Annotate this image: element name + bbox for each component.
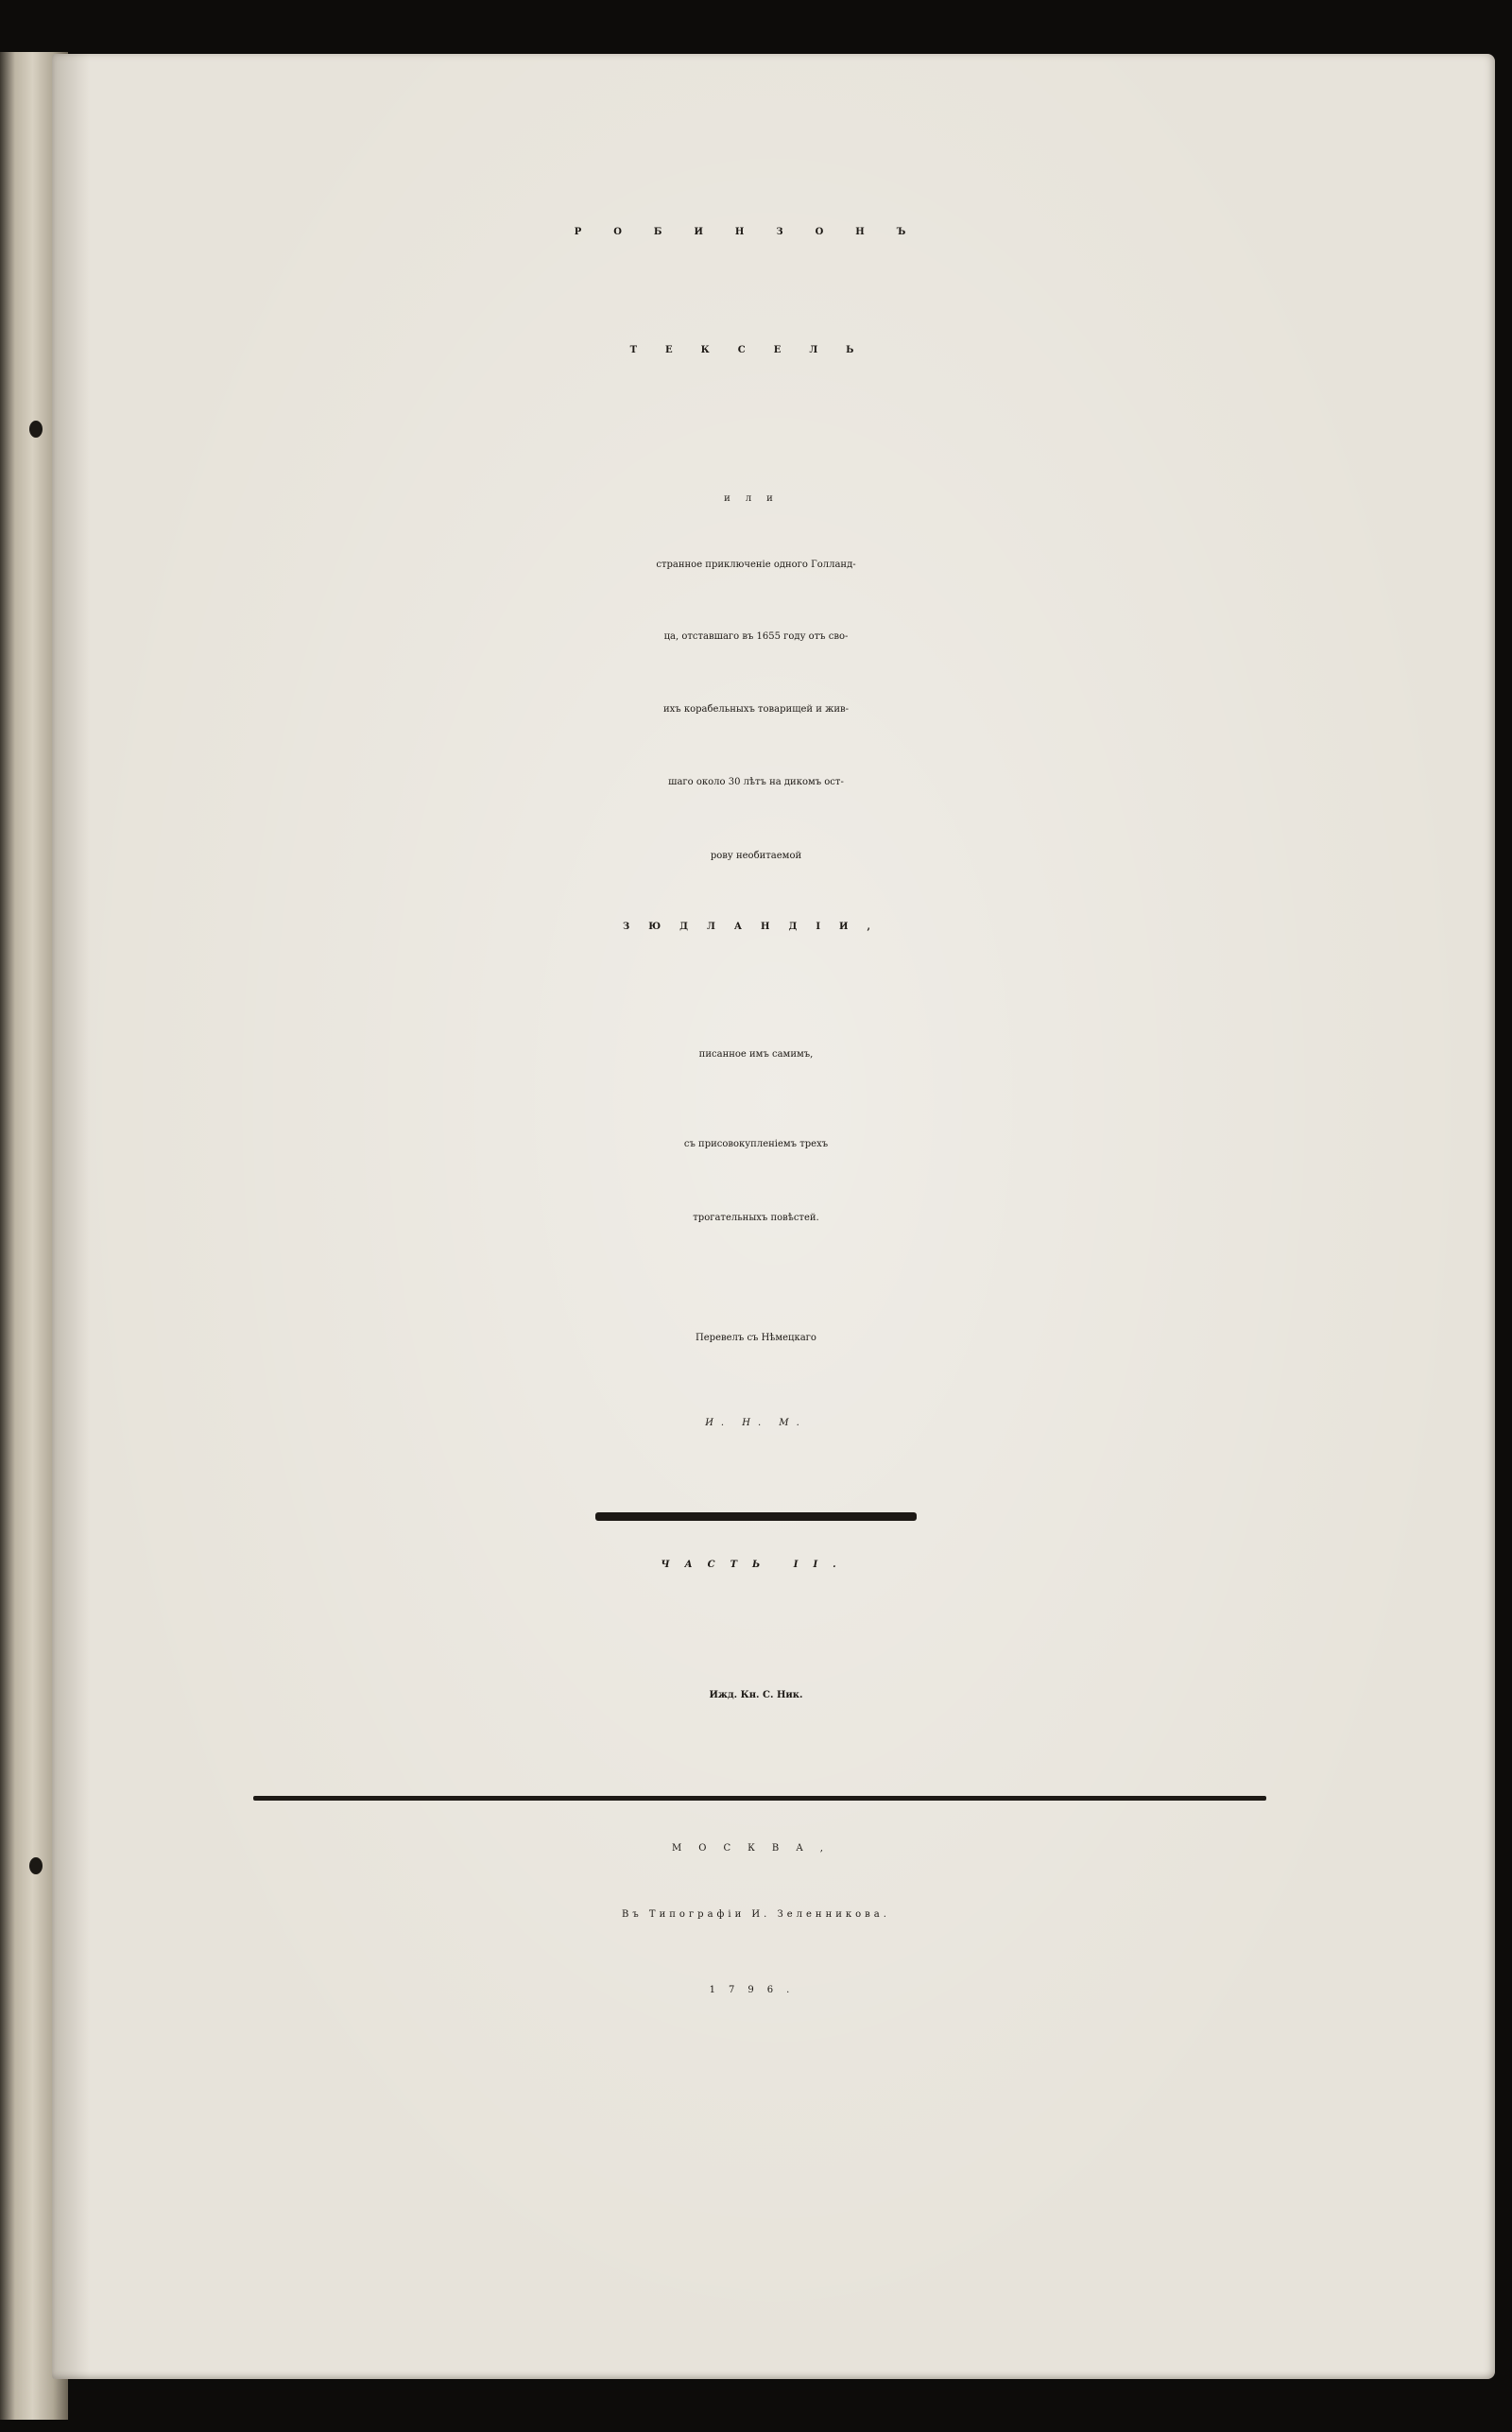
imprint-press: Въ Типографіи И. Зеленникова. [622, 1909, 890, 1920]
binding-hole [29, 421, 43, 438]
binding-hole [29, 1857, 43, 1874]
subtitle-line: шаго около 30 лѣтъ на дикомъ ост- [668, 777, 844, 787]
supplement-line: съ присовокупленіемъ трехъ [683, 1139, 829, 1149]
translator-initials: И. Н. М. [705, 1418, 807, 1428]
or-word: или [724, 493, 788, 504]
translator-line: Перевелъ съ Нѣмецкаго [696, 1333, 816, 1343]
written-by-line: писанное имъ самимъ, [698, 1049, 814, 1060]
subtitle-line: ца, отставшаго въ 1655 году отъ сво- [663, 631, 849, 642]
supplement-line: трогательныхъ повѣстей. [693, 1213, 819, 1223]
volume-part: ЧАСТЬ II. [661, 1560, 851, 1570]
imprint-city: МОСКВА, [672, 1843, 840, 1854]
long-divider-rule [253, 1796, 1266, 1801]
title-line-2: ТЕКСЕЛЬ [629, 345, 883, 355]
imprint-year: 1796. [709, 1985, 803, 1995]
subtitle-line: странное приключеніе одного Голланд- [656, 560, 856, 570]
patron-line: Ижд. Кн. С. Ник. [709, 1690, 803, 1700]
short-divider-rule [595, 1512, 917, 1521]
subtitle-line: ихъ корабельныхъ товарищей и жив- [662, 704, 849, 715]
title-line-1: РОБИНЗОНЪ [574, 227, 938, 237]
subtitle-line: рову необитаемой [710, 851, 802, 861]
place-name: ЗЮДЛАНДІИ, [623, 922, 889, 932]
